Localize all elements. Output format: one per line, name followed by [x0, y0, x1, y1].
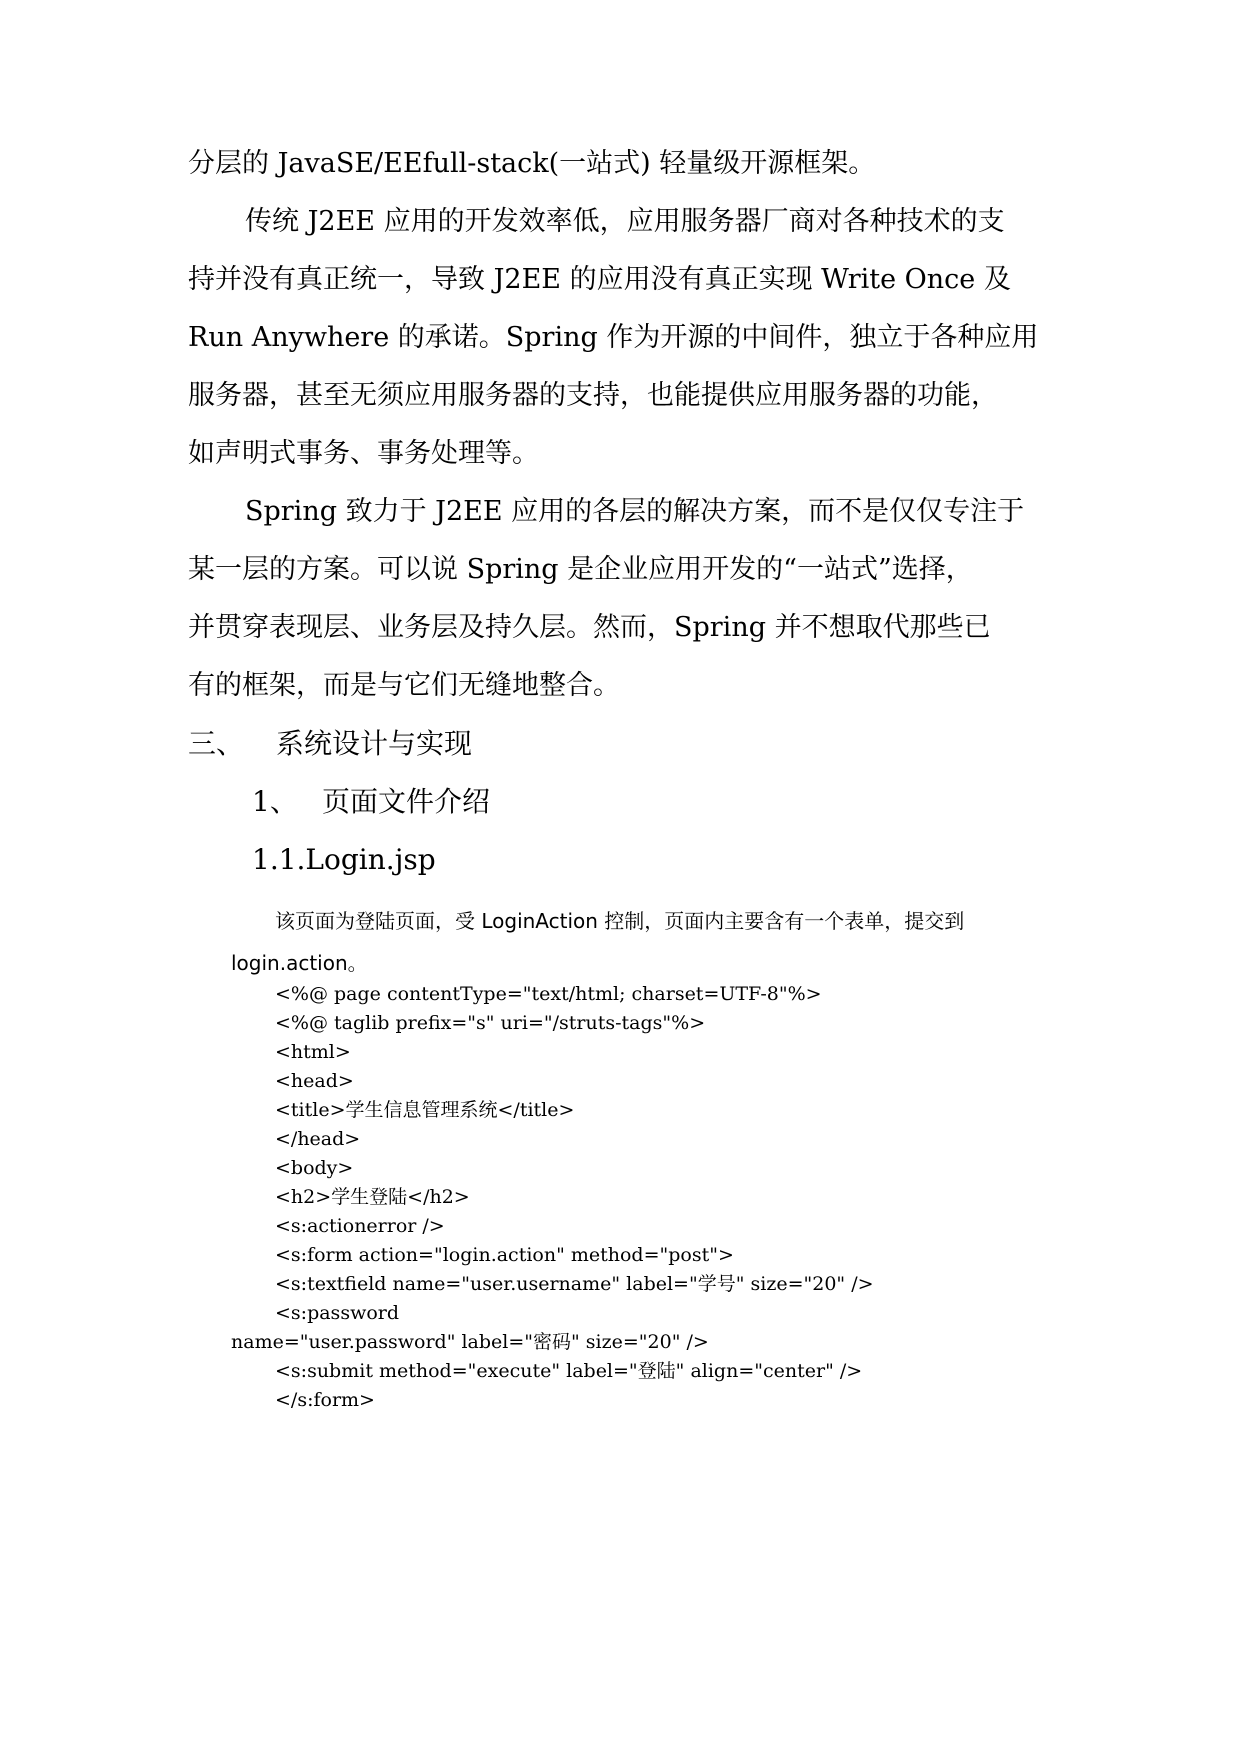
description-line: login.action。 — [231, 951, 368, 975]
section-heading — [188, 724, 472, 764]
code-line: <%@ page contentType="text/html; charset=UTF-8"%> — [275, 983, 822, 1005]
paragraph-line: 传统 J2EE 应用的开发效率低，应用服务器厂商对各种技术的支 — [245, 206, 1005, 237]
paragraph-line: 有的框架，而是与它们无缝地整合。 — [188, 670, 620, 701]
description-line: 该页面为登陆页面，受 LoginAction 控制，页面内主要含有一个表单，提交到 — [275, 909, 965, 933]
subsection-number: 1、 — [252, 785, 298, 818]
code-line: <head> — [275, 1070, 354, 1092]
code-line: name="user.password" label="密码" size="20" /> — [231, 1331, 709, 1353]
code-line: <title>学生信息管理系统</title> — [275, 1099, 575, 1121]
code-line: <s:actionerror /> — [275, 1215, 445, 1237]
paragraph-line: Run Anywhere 的承诺。Spring 作为开源的中间件，独立于各种应用 — [188, 322, 1039, 353]
code-line: </s:form> — [275, 1389, 375, 1411]
code-line: <h2>学生登陆</h2> — [275, 1186, 470, 1208]
code-line: <s:form action="login.action" method="post"> — [275, 1244, 734, 1266]
code-line: <s:submit method="execute" label="登陆" align="center" /> — [275, 1360, 863, 1382]
code-line: <body> — [275, 1157, 354, 1179]
paragraph-line: Spring 致力于 J2EE 应用的各层的解决方案，而不是仅仅专注于 — [245, 496, 1025, 527]
code-line: <%@ taglib prefix="s" uri="/struts-tags"%> — [275, 1012, 706, 1034]
paragraph-line: 持并没有真正统一，导致 J2EE 的应用没有真正实现 Write Once 及 — [188, 264, 1011, 295]
section-title: 系统设计与实现 — [276, 727, 473, 760]
paragraph-line: 如声明式事务、事务处理等。 — [188, 438, 539, 469]
paragraph-line: 并贯穿表现层、业务层及持久层。然而，Spring 并不想取代那些已 — [188, 612, 991, 643]
subsection-title: 页面文件介绍 — [322, 785, 491, 818]
paragraph-line: 分层的 JavaSE/EEfull-stack(一站式) 轻量级开源框架。 — [188, 148, 876, 179]
code-line: <html> — [275, 1041, 351, 1063]
paragraph-line: 服务器，甚至无须应用服务器的支持，也能提供应用服务器的功能， — [188, 380, 998, 411]
code-line: </head> — [275, 1128, 361, 1150]
subsection-heading — [252, 782, 490, 822]
code-line: <s:textfield name="user.username" label="学号" size="20" /> — [275, 1273, 874, 1295]
section-number: 三、 — [188, 727, 245, 760]
subsubsection-heading: 1.1.Login.jsp — [252, 843, 436, 876]
code-line: <s:password — [275, 1302, 400, 1324]
paragraph-line: 某一层的方案。可以说 Spring 是企业应用开发的“一站式”选择， — [188, 554, 973, 585]
